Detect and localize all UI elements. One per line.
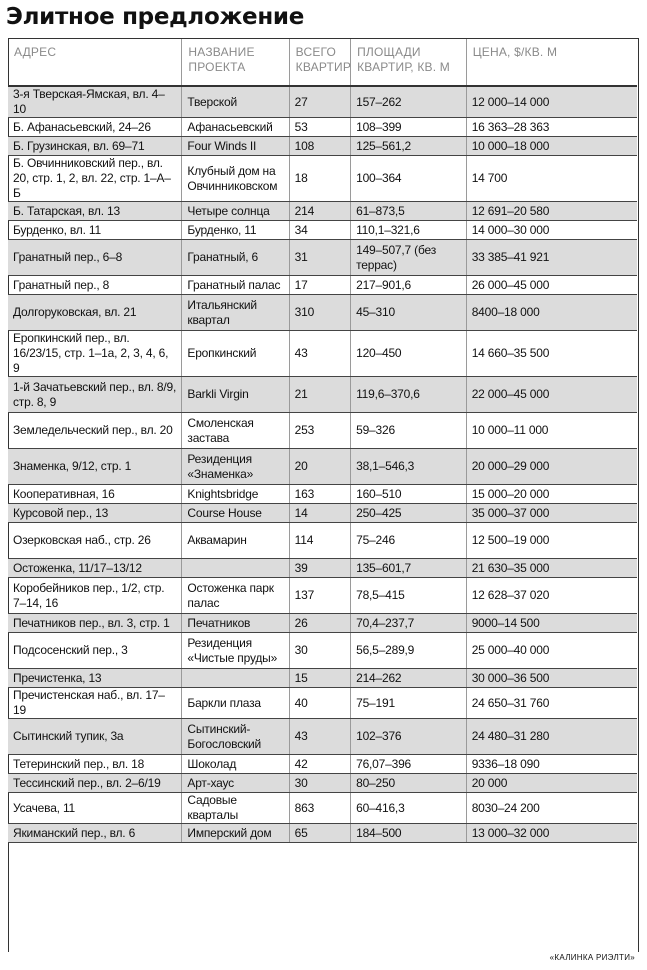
- cell-units: 40: [289, 688, 350, 719]
- cell-price: 14 660–35 500: [466, 331, 637, 377]
- table-row: [8, 669, 637, 688]
- cell-units: 863: [289, 793, 350, 824]
- cell-units: 53: [289, 118, 350, 137]
- cell-area: 100–364: [351, 156, 467, 202]
- cell-project: Афанасьевский: [182, 118, 289, 137]
- table-row: [8, 755, 637, 774]
- cell-price: 33 385–41 921: [466, 240, 637, 276]
- table-row: [8, 633, 637, 669]
- cell-area: 80–250: [351, 774, 467, 793]
- cell-area: 59–326: [351, 413, 467, 449]
- column-header-units: ВСЕГО КВАРТИР: [289, 39, 350, 86]
- cell-address: Земледельческий пер., вл. 20: [8, 413, 182, 449]
- cell-units: 34: [289, 221, 350, 240]
- cell-project: Баркли плаза: [182, 688, 289, 719]
- cell-project: Печатников: [182, 614, 289, 633]
- cell-price: 8400–18 000: [466, 295, 637, 331]
- cell-price: 14 700: [466, 156, 637, 202]
- cell-area: 160–510: [351, 485, 467, 504]
- column-header-area: ПЛОЩАДИ КВАРТИР, КВ. М: [351, 39, 467, 86]
- cell-area: 75–191: [351, 688, 467, 719]
- cell-units: 15: [289, 669, 350, 688]
- cell-price: 20 000–29 000: [466, 449, 637, 485]
- cell-units: 253: [289, 413, 350, 449]
- cell-price: 25 000–40 000: [466, 633, 637, 669]
- table-row: [8, 559, 637, 578]
- cell-price: 12 628–37 020: [466, 578, 637, 614]
- cell-address: Б. Грузинская, вл. 69–71: [8, 137, 182, 156]
- cell-units: 17: [289, 276, 350, 295]
- cell-area: 149–507,7 (без террас): [351, 240, 467, 276]
- cell-area: 102–376: [351, 719, 467, 755]
- cell-address: Б. Овчинниковский пер., вл. 20, стр. 1, 2, вл. 22, стр. 1–А–Б: [8, 156, 182, 202]
- table-row: [8, 413, 637, 449]
- cell-address: Печатников пер., вл. 3, стр. 1: [8, 614, 182, 633]
- cell-address: Кооперативная, 16: [8, 485, 182, 504]
- cell-address: 1-й Зачатьевский пер., вл. 8/9, стр. 8, 9: [8, 377, 182, 413]
- cell-area: 120–450: [351, 331, 467, 377]
- cell-area: 70,4–237,7: [351, 614, 467, 633]
- table-row: [8, 719, 637, 755]
- cell-project: Клубный дом на Овчинниковском: [182, 156, 289, 202]
- cell-area: 217–901,6: [351, 276, 467, 295]
- cell-project: Four Winds II: [182, 137, 289, 156]
- cell-units: 137: [289, 578, 350, 614]
- cell-project: Гранатный, 6: [182, 240, 289, 276]
- source-credit: «КАЛИНКА РИЭЛТИ»: [549, 953, 635, 962]
- cell-area: 61–873,5: [351, 202, 467, 221]
- cell-area: 135–601,7: [351, 559, 467, 578]
- cell-address: Усачева, 11: [8, 793, 182, 824]
- column-header-address: АДРЕС: [8, 39, 182, 86]
- table-row: [8, 377, 637, 413]
- table-row: [8, 202, 637, 221]
- cell-area: 38,1–546,3: [351, 449, 467, 485]
- cell-address: Пречистенская наб., вл. 17–19: [8, 688, 182, 719]
- cell-project: Имперский дом: [182, 824, 289, 843]
- cell-price: 21 630–35 000: [466, 559, 637, 578]
- table-row: [8, 156, 637, 202]
- table-row: [8, 295, 637, 331]
- cell-project: Аквамарин: [182, 523, 289, 559]
- cell-area: 214–262: [351, 669, 467, 688]
- elite-offers-table: [8, 39, 637, 843]
- column-header-price: ЦЕНА, $/КВ. М: [466, 39, 637, 86]
- table-row: [8, 824, 637, 843]
- cell-units: 27: [289, 86, 350, 118]
- cell-price: 15 000–20 000: [466, 485, 637, 504]
- header-row: [8, 39, 637, 86]
- cell-address: Подсосенский пер., 3: [8, 633, 182, 669]
- table-row: [8, 331, 637, 377]
- table-row: [8, 793, 637, 824]
- cell-address: Остоженка, 11/17–13/12: [8, 559, 182, 578]
- cell-price: 30 000–36 500: [466, 669, 637, 688]
- cell-project: [182, 669, 289, 688]
- cell-price: 24 480–31 280: [466, 719, 637, 755]
- cell-price: 26 000–45 000: [466, 276, 637, 295]
- cell-address: Пречистенка, 13: [8, 669, 182, 688]
- cell-area: 119,6–370,6: [351, 377, 467, 413]
- cell-price: 9336–18 090: [466, 755, 637, 774]
- cell-units: 42: [289, 755, 350, 774]
- cell-area: 108–399: [351, 118, 467, 137]
- cell-units: 18: [289, 156, 350, 202]
- table-title: Элитное предложение: [6, 4, 305, 30]
- cell-units: 114: [289, 523, 350, 559]
- table-row: [8, 774, 637, 793]
- cell-units: 31: [289, 240, 350, 276]
- cell-address: Коробейников пер., 1/2, стр. 7–14, 16: [8, 578, 182, 614]
- table-row: [8, 614, 637, 633]
- cell-address: Сытинский тупик, 3а: [8, 719, 182, 755]
- cell-price: 14 000–30 000: [466, 221, 637, 240]
- cell-units: 20: [289, 449, 350, 485]
- cell-project: Barkli Virgin: [182, 377, 289, 413]
- cell-units: 26: [289, 614, 350, 633]
- cell-units: 65: [289, 824, 350, 843]
- cell-price: 12 000–14 000: [466, 86, 637, 118]
- cell-project: Резиденция «Знаменка»: [182, 449, 289, 485]
- cell-price: 13 000–32 000: [466, 824, 637, 843]
- cell-project: Сытинский-Богословский: [182, 719, 289, 755]
- cell-area: 56,5–289,9: [351, 633, 467, 669]
- cell-address: Якиманский пер., вл. 6: [8, 824, 182, 843]
- cell-project: Арт-хаус: [182, 774, 289, 793]
- cell-units: 310: [289, 295, 350, 331]
- cell-address: Еропкинский пер., вл. 16/23/15, стр. 1–1а, 2, 3, 4, 6, 9: [8, 331, 182, 377]
- cell-area: 60–416,3: [351, 793, 467, 824]
- cell-units: 21: [289, 377, 350, 413]
- cell-units: 214: [289, 202, 350, 221]
- cell-price: 16 363–28 363: [466, 118, 637, 137]
- cell-project: Четыре солнца: [182, 202, 289, 221]
- table-row: [8, 578, 637, 614]
- cell-address: 3-я Тверская-Ямская, вл. 4–10: [8, 86, 182, 118]
- cell-price: 12 691–20 580: [466, 202, 637, 221]
- cell-address: Гранатный пер., 8: [8, 276, 182, 295]
- cell-price: 10 000–11 000: [466, 413, 637, 449]
- table-row: [8, 137, 637, 156]
- table-row: [8, 504, 637, 523]
- cell-project: Тверской: [182, 86, 289, 118]
- cell-project: Резиденция «Чистые пруды»: [182, 633, 289, 669]
- cell-units: 163: [289, 485, 350, 504]
- table-row: [8, 276, 637, 295]
- cell-project: Шоколад: [182, 755, 289, 774]
- cell-units: 43: [289, 719, 350, 755]
- cell-project: Остоженка парк палас: [182, 578, 289, 614]
- cell-address: Знаменка, 9/12, стр. 1: [8, 449, 182, 485]
- cell-price: 12 500–19 000: [466, 523, 637, 559]
- cell-address: Б. Афанасьевский, 24–26: [8, 118, 182, 137]
- cell-project: Knightsbridge: [182, 485, 289, 504]
- cell-units: 14: [289, 504, 350, 523]
- cell-area: 157–262: [351, 86, 467, 118]
- cell-price: 24 650–31 760: [466, 688, 637, 719]
- cell-address: Б. Татарская, вл. 13: [8, 202, 182, 221]
- cell-area: 75–246: [351, 523, 467, 559]
- cell-price: 35 000–37 000: [466, 504, 637, 523]
- cell-price: 9000–14 500: [466, 614, 637, 633]
- cell-area: 45–310: [351, 295, 467, 331]
- cell-project: Гранатный палас: [182, 276, 289, 295]
- cell-address: Бурденко, вл. 11: [8, 221, 182, 240]
- cell-price: 22 000–45 000: [466, 377, 637, 413]
- cell-units: 108: [289, 137, 350, 156]
- table-row: [8, 86, 637, 118]
- cell-area: 184–500: [351, 824, 467, 843]
- table-body: [8, 86, 637, 843]
- cell-price: 10 000–18 000: [466, 137, 637, 156]
- cell-area: 125–561,2: [351, 137, 467, 156]
- cell-address: Тетеринский пер., вл. 18: [8, 755, 182, 774]
- cell-project: [182, 559, 289, 578]
- cell-address: Озерковская наб., стр. 26: [8, 523, 182, 559]
- cell-address: Курсовой пер., 13: [8, 504, 182, 523]
- table-row: [8, 449, 637, 485]
- cell-project: Course House: [182, 504, 289, 523]
- cell-units: 30: [289, 774, 350, 793]
- table-row: [8, 688, 637, 719]
- cell-area: 250–425: [351, 504, 467, 523]
- cell-project: Смоленская застава: [182, 413, 289, 449]
- cell-area: 110,1–321,6: [351, 221, 467, 240]
- table-row: [8, 118, 637, 137]
- cell-project: Итальянский квартал: [182, 295, 289, 331]
- cell-address: Гранатный пер., 6–8: [8, 240, 182, 276]
- table-row: [8, 485, 637, 504]
- column-header-project: НАЗВАНИЕ ПРОЕКТА: [182, 39, 289, 86]
- cell-units: 43: [289, 331, 350, 377]
- cell-price: 8030–24 200: [466, 793, 637, 824]
- cell-project: Бурденко, 11: [182, 221, 289, 240]
- cell-units: 30: [289, 633, 350, 669]
- cell-area: 76,07–396: [351, 755, 467, 774]
- table-row: [8, 240, 637, 276]
- cell-units: 39: [289, 559, 350, 578]
- cell-price: 20 000: [466, 774, 637, 793]
- cell-project: Садовые кварталы: [182, 793, 289, 824]
- cell-address: Долгоруковская, вл. 21: [8, 295, 182, 331]
- cell-project: Еропкинский: [182, 331, 289, 377]
- table-row: [8, 523, 637, 559]
- cell-area: 78,5–415: [351, 578, 467, 614]
- table-row: [8, 221, 637, 240]
- cell-address: Тессинский пер., вл. 2–6/19: [8, 774, 182, 793]
